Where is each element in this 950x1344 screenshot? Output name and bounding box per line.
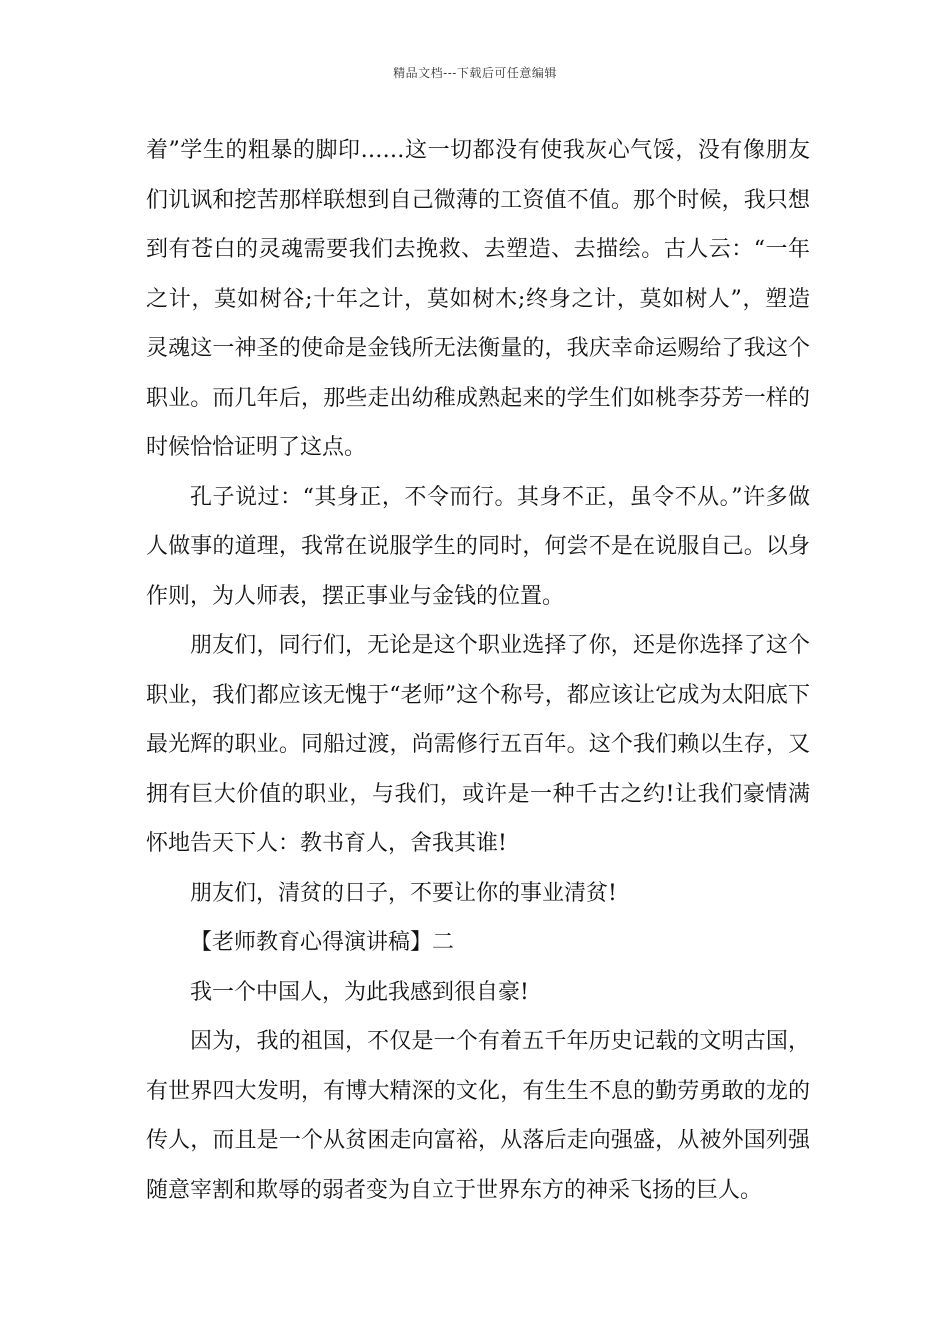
paragraph-confucius-quote: 孔子说过：“其身正，不令而行。其身不正，虽令不从。”许多做人做事的道理，我常在说服学生的同时，何尝不是在说服自己。以身作则，为人师表，摆正事业与金钱的位置。: [146, 484, 810, 609]
paragraph-closing: 朋友们，清贫的日子，不要让你的事业清贫!: [190, 880, 617, 906]
paragraph-proud-chinese: 我一个中国人，为此我感到很自豪!: [190, 979, 529, 1005]
paragraph-teacher-profession: 朋友们，同行们，无论是这个职业选择了你，还是你选择了这个职业，我们都应该无愧于“老师”这个称号，都应该让它成为太阳底下最光辉的职业。同船过渡，尚需修行五百年。这个我们赖以生存，又拥有巨大价值的职业，与我们，或许是一种千古之约!让我们豪情满怀地告天下人：教书育人，舍我其谁!: [146, 633, 810, 856]
paragraph-motherland: 因为，我的祖国，不仅是一个有着五千年历史记载的文明古国，有世界四大发明，有博大精深的文化，有生生不息的勤劳勇敢的龙的传人，而且是一个从贫困走向富裕，从落后走向强盛，从被外国列强随意宰割和欺辱的弱者变为自立于世界东方的神采飞扬的巨人。: [146, 1029, 810, 1203]
document-body: [146, 126, 810, 1215]
page-header: 精品文档---下载后可任意编辑: [393, 66, 557, 80]
section-heading: 【老师教育心得演讲稿】二: [190, 930, 455, 955]
paragraph-continued: 着”学生的粗暴的脚印……这一切都没有使我灰心气馁，没有像朋友们讥讽和挖苦那样联想到自己微薄的工资值不值。那个时候，我只想到有苍白的灵魂需要我们去挽救、去塑造、去描绘。古人云：“一年之计，莫如树谷;十年之计，莫如树木;终身之计，莫如树人”，塑造灵魂这一神圣的使命是金钱所无法衡量的，我庆幸命运赐给了我这个职业。而几年后，那些走出幼稚成熟起来的学生们如桃李芬芳一样的时候恰恰证明了这点。: [146, 138, 810, 460]
